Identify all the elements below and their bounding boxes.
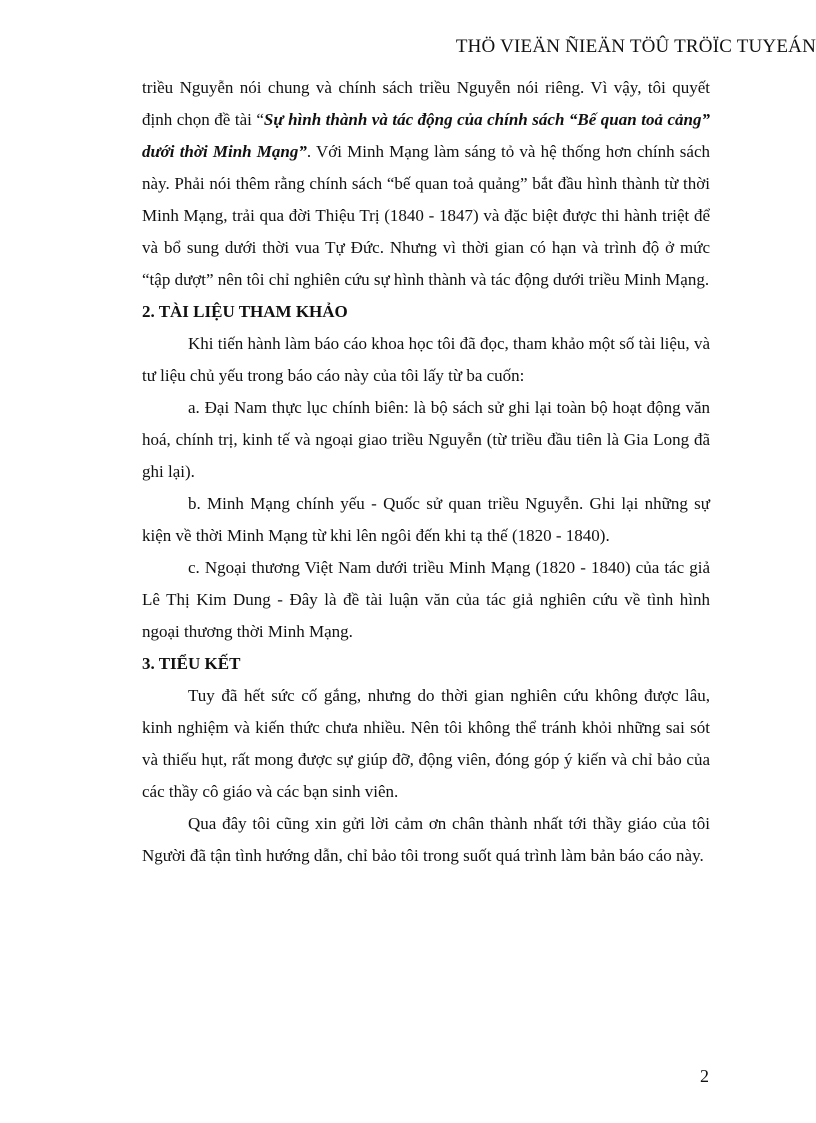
topic-title: Sự hình thành và tác động của chính sách “Bế quan toả cảng” dưới thời Minh Mạng” <box>142 110 710 161</box>
section-heading-summary: 3. TIỂU KẾT <box>142 654 241 673</box>
page-number: 2 <box>700 1066 709 1086</box>
paragraph: Qua đây tôi cũng xin gửi lời cảm ơn chân thành nhất tới thầy giáo của tôi Người đã tận tình hướng dẫn, chỉ bảo tôi trong suốt quá trình làm bản báo cáo này. <box>142 814 710 865</box>
reference-item-b: b. Minh Mạng chính yếu - Quốc sử quan triều Nguyễn. Ghi lại những sự kiện về thời Minh Mạng từ khi lên ngôi đến khi tạ thế (1820 - 1840). <box>142 494 710 545</box>
intro-paragraph <box>142 72 710 296</box>
reference-item-a: a. Đại Nam thực lục chính biên: là bộ sách sử ghi lại toàn bộ hoạt động văn hoá, chính trị, kinh tế và ngoại giao triều Nguyễn (từ triều đầu tiên là Gia Long đã ghi lại). <box>142 398 710 481</box>
reference-item-c: c. Ngoại thương Việt Nam dưới triều Minh Mạng (1820 - 1840) của tác giả Lê Thị Kim Dung - Đây là đề tài luận văn của tác giả nghiên cứu về tình hình ngoại thương thời Minh Mạng. <box>142 558 710 641</box>
paragraph: Tuy đã hết sức cố gắng, nhưng do thời gian nghiên cứu không được lâu, kinh nghiệm và kiến thức chưa nhiều. Nên tôi không thể tránh khỏi những sai sót và thiếu hụt, rất mong được sự giúp đỡ, động viên, đóng góp ý kiến và chỉ bảo của các thầy cô giáo và các bạn sinh viên. <box>142 686 710 801</box>
document-body <box>142 72 710 872</box>
intro-text-before: triều Nguyễn nói chung và chính sách triều Nguyễn nói riêng. Vì vậy, tôi quyết định chọn đề tài “ <box>142 78 710 129</box>
paragraph: Khi tiến hành làm báo cáo khoa học tôi đã đọc, tham khảo một số tài liệu, và tư liệu chủ yếu trong báo cáo này của tôi lấy từ ba cuốn: <box>142 334 710 385</box>
library-header: THÖ VIEÄN ÑIEÄN TÖÛ TRÖÏC TUYEÁN <box>455 36 816 57</box>
section-heading-references: 2. TÀI LIỆU THAM KHẢO <box>142 302 348 321</box>
intro-text-after: . Với Minh Mạng làm sáng tỏ và hệ thống hơn chính sách này. Phải nói thêm rằng chính sách “bế quan toả quảng” bắt đầu hình thành từ thời Minh Mạng, trải qua đời Thiệu Trị (1840 - 1847) và đặc biệt được thi hành triệt để và bổ sung dưới thời vua Tự Đức. Nhưng vì thời gian có hạn và trình độ ở mức “tập dượt” nên tôi chỉ nghiên cứu sự hình thành và tác động dưới triều Minh Mạng. <box>142 142 711 289</box>
